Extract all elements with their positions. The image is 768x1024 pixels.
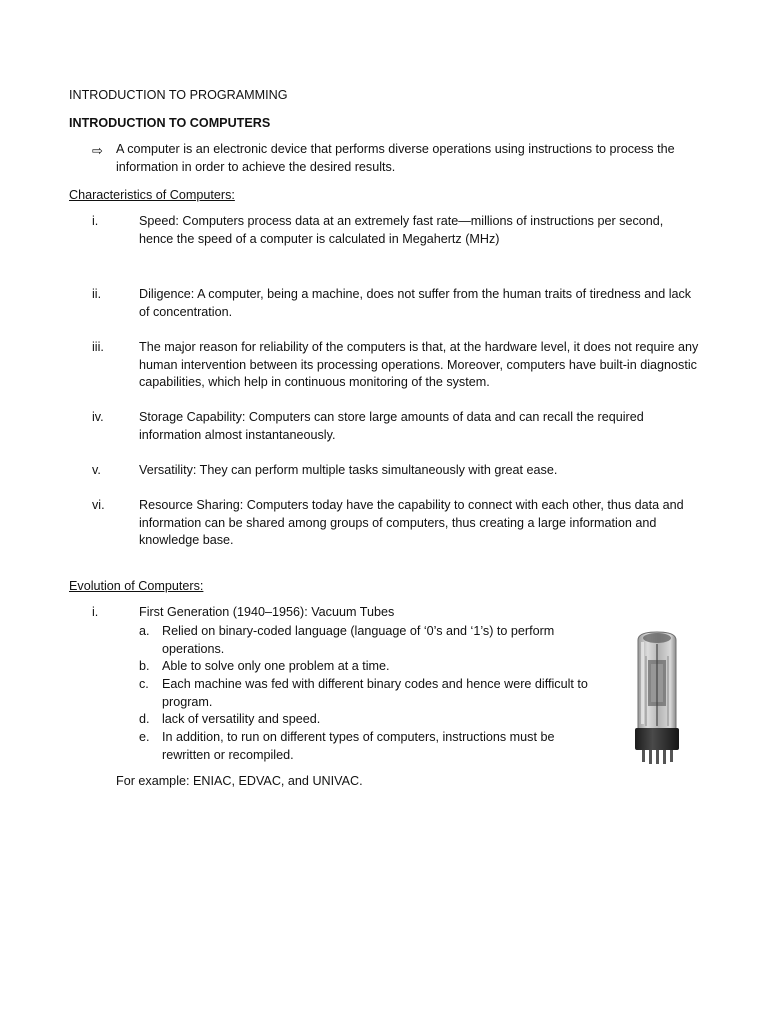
sub-item-letter: d. — [139, 712, 150, 726]
list-item-storage: Storage Capability: Computers can store large amounts of data and can recall the required information almost instantaneously. — [139, 410, 644, 442]
sub-item-binary-codes: Each machine was fed with different binary codes and hence were difficult to program. — [162, 677, 588, 709]
sub-item-letter: a. — [139, 624, 150, 638]
vacuum-tube-photo — [618, 626, 696, 770]
list-item-number: i. — [92, 605, 99, 619]
sub-item-one-problem: Able to solve only one problem at a time. — [162, 659, 390, 673]
list-item-number: iii. — [92, 340, 104, 354]
document-title: INTRODUCTION TO PROGRAMMING — [69, 88, 288, 102]
example-text: For example: ENIAC, EDVAC, and UNIVAC. — [116, 774, 363, 788]
sub-item-letter: b. — [139, 659, 150, 673]
list-item-versatility: Versatility: They can perform multiple tasks simultaneously with great ease. — [139, 463, 558, 477]
sub-item-recompiled: In addition, to run on different types of computers, instructions must be rewritten or recompiled. — [162, 730, 555, 762]
sub-item-letter: e. — [139, 730, 150, 744]
sub-item-versatility: lack of versatility and speed. — [162, 712, 321, 726]
arrow-right-outline-icon: ⇨ — [92, 143, 103, 158]
sub-item-binary-language: Relied on binary-coded language (language of ‘0’s and ‘1’s) to perform operations. — [162, 624, 555, 656]
list-item-number: i. — [92, 214, 99, 228]
intro-bullet-text: A computer is an electronic device that performs diverse operations using instructions to process the information in order to achieve the desired results. — [116, 142, 675, 174]
first-generation-title: First Generation (1940–1956): Vacuum Tubes — [139, 605, 395, 619]
list-item-number: ii. — [92, 287, 102, 301]
list-item-number: iv. — [92, 410, 104, 424]
list-item-speed: Speed: Computers process data at an extremely fast rate—millions of instructions per second, hence the speed of a computer is calculated in Megahertz (MHz) — [139, 214, 664, 246]
list-item-number: v. — [92, 463, 101, 477]
characteristics-heading: Characteristics of Computers: — [69, 188, 235, 202]
section-heading-computers: INTRODUCTION TO COMPUTERS — [69, 116, 271, 130]
evolution-heading: Evolution of Computers: — [69, 579, 204, 593]
list-item-number: vi. — [92, 498, 105, 512]
sub-item-letter: c. — [139, 677, 149, 691]
list-item-diligence: Diligence: A computer, being a machine, does not suffer from the human traits of tiredness and lack of concentration. — [139, 287, 692, 319]
list-item-resource-sharing: Resource Sharing: Computers today have the capability to connect with each other, thus data and information can be shared among groups of computers, thus creating a large information and knowledge base. — [139, 498, 684, 547]
list-item-reliability: The major reason for reliability of the computers is that, at the hardware level, it does not require any human intervention between its processing operations. Moreover, computers have built-in diagnostic capabilities, which help in continuous monitoring of the system. — [139, 340, 699, 389]
